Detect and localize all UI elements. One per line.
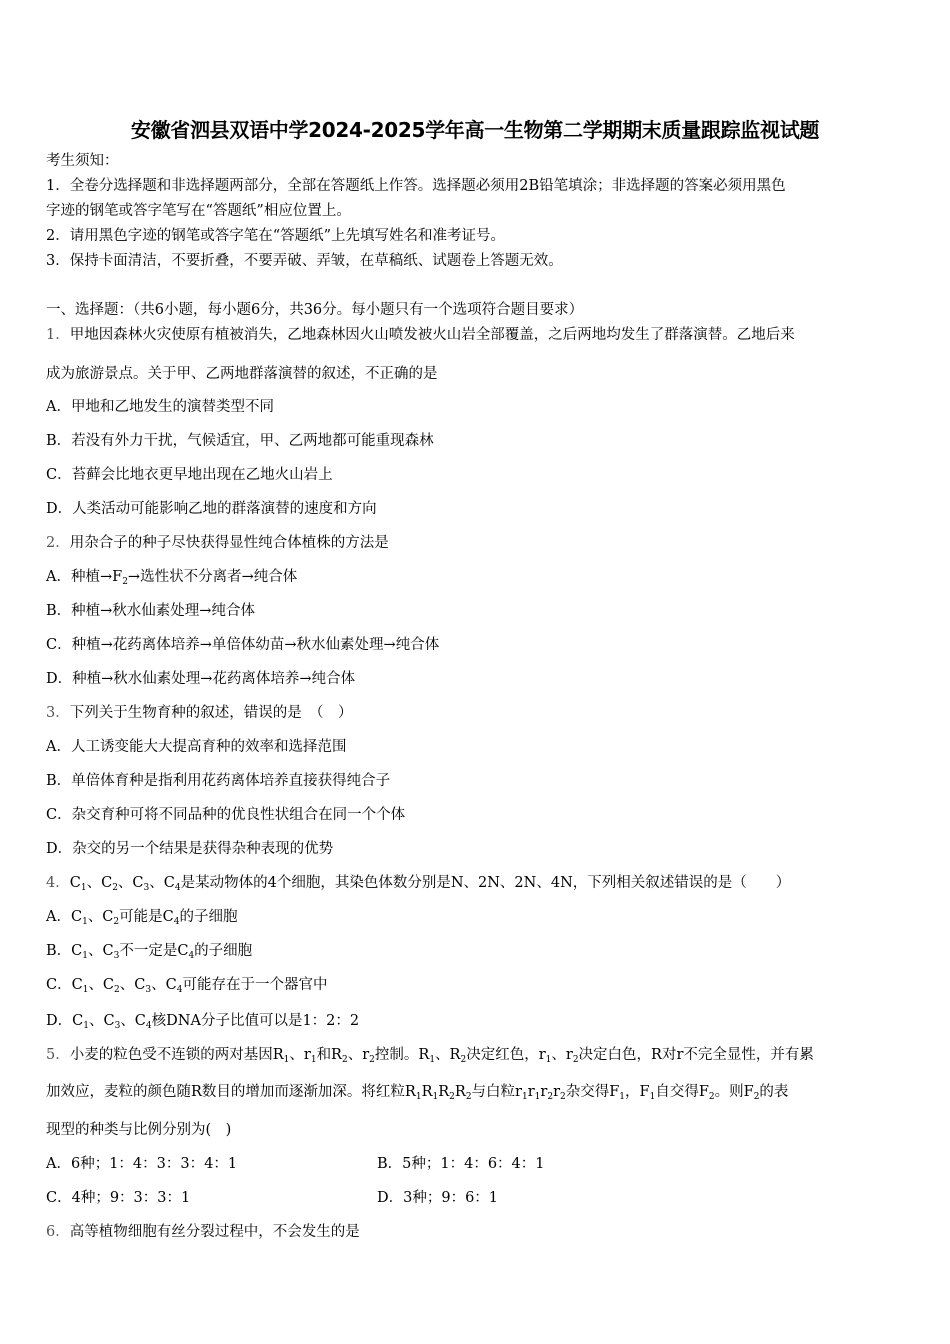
question-1-option-d: D．人类活动可能影响乙地的群落演替的速度和方向 [46, 501, 377, 517]
question-2-option-b: B．种植→秋水仙素处理→纯合体 [46, 603, 255, 619]
question-5-stem-line2: 加效应，麦粒的颜色随R数目的增加而逐渐加深。将红粒$R_1R_1R_2R_2$与白粒$r_1r_1r_2r_2$杂交得$F_1$，$F_1$自交得$F_2$。则$F_2$的表 [46, 1084, 789, 1102]
question-3-stem: 3．下列关于生物育种的叙述，错误的是 （ ） [46, 705, 353, 721]
question-number: 1． [46, 327, 70, 343]
question-2-option-d: D．种植→秋水仙素处理→花药离体培养→纯合体 [46, 671, 356, 687]
question-1-option-b: B．若没有外力干扰，气候适宜，甲、乙两地都可能重现森林 [46, 433, 434, 449]
question-6-stem: 6．高等植物细胞有丝分裂过程中，不会发生的是 [46, 1224, 360, 1240]
question-2-stem: 2．用杂合子的种子尽快获得显性纯合体植株的方法是 [46, 535, 389, 551]
notice-item-3: 3．保持卡面清洁，不要折叠，不要弄破、弄皱，在草稿纸、试题卷上答题无效。 [46, 253, 563, 269]
question-4-option-a: A．$C_1$、$C_2$可能是$C_4$的子细胞 [46, 909, 238, 927]
question-1-stem-line2: 成为旅游景点。关于甲、乙两地群落演替的叙述，不正确的是 [46, 366, 438, 382]
question-4-stem: 4．$C_1$、$C_2$、$C_3$、$C_4$是某动物体的4个细胞，其染色体数分别是N、2N、2N、4N，下列相关叙述错误的是（ ） [46, 875, 791, 893]
notice-item-1-cont: 字迹的钢笔或答字笔写在“答题纸”相应位置上。 [46, 203, 351, 219]
question-5-option-d: D．3种；9：6：1 [377, 1190, 499, 1206]
question-5-stem-line3: 现型的种类与比例分别为( ) [46, 1122, 232, 1138]
question-5-option-c: C．4种；9：3：3：1 [46, 1190, 191, 1206]
question-2-option-c: C．种植→花药离体培养→单倍体幼苗→秋水仙素处理→纯合体 [46, 637, 440, 653]
notice-heading: 考生须知： [46, 153, 119, 169]
question-4-option-d: D．$C_1$、$C_3$、$C_4$核DNA分子比值可以是1：2：2 [46, 1013, 360, 1031]
notice-item-1: 1．全卷分选择题和非选择题两部分，全部在答题纸上作答。选择题必须用2B铅笔填涂；非选择题的答案必须用黑色 [46, 178, 786, 194]
question-2-option-a: A．种植$\to F_2\to$选性状不分离者→纯合体 [46, 569, 298, 587]
notice-item-2: 2．请用黑色字迹的钢笔或答字笔在“答题纸”上先填写姓名和准考证号。 [46, 228, 506, 244]
question-3-option-c: C．杂交育种可将不同品种的优良性状组合在同一个个体 [46, 807, 406, 823]
question-1-stem-line1: 1．甲地因森林火灾使原有植被消失，乙地森林因火山喷发被火山岩全部覆盖，之后两地均发生了群落演替。乙地后来 [46, 327, 795, 343]
question-5-option-b: B．5种；1：4：6：4：1 [377, 1156, 545, 1172]
section-heading: 一、选择题：（共6小题，每小题6分，共36分。每小题只有一个选项符合题目要求） [46, 302, 584, 318]
question-3-option-b: B．单倍体育种是指利用花药离体培养直接获得纯合子 [46, 773, 391, 789]
question-5-stem-line1: 5．小麦的粒色受不连锁的两对基因$R_1$、$r_1$和$R_2$、$r_2$控制。$R_1$、$R_2$决定红色，$r_1$、$r_2$决定白色，R对r不完全显性，并有累 [46, 1047, 814, 1065]
question-4-option-b: B．$C_1$、$C_3$不一定是$C_4$的子细胞 [46, 943, 253, 961]
question-5-option-a: A．6种；1：4：3：3：4：1 [46, 1156, 238, 1172]
question-3-option-a: A．人工诱变能大大提高育种的效率和选择范围 [46, 739, 347, 755]
question-1-option-a: A．甲地和乙地发生的演替类型不同 [46, 399, 274, 415]
exam-title: 安徽省泗县双语中学2024-2025学年高一生物第二学期期末质量跟踪监视试题 [130, 118, 820, 142]
question-4-option-c: C．$C_1$、$C_2$、$C_3$、$C_4$可能存在于一个器官中 [46, 977, 328, 995]
question-3-option-d: D．杂交的另一个结果是获得杂种表现的优势 [46, 841, 334, 857]
question-1-option-c: C．苔藓会比地衣更早地出现在乙地火山岩上 [46, 467, 333, 483]
